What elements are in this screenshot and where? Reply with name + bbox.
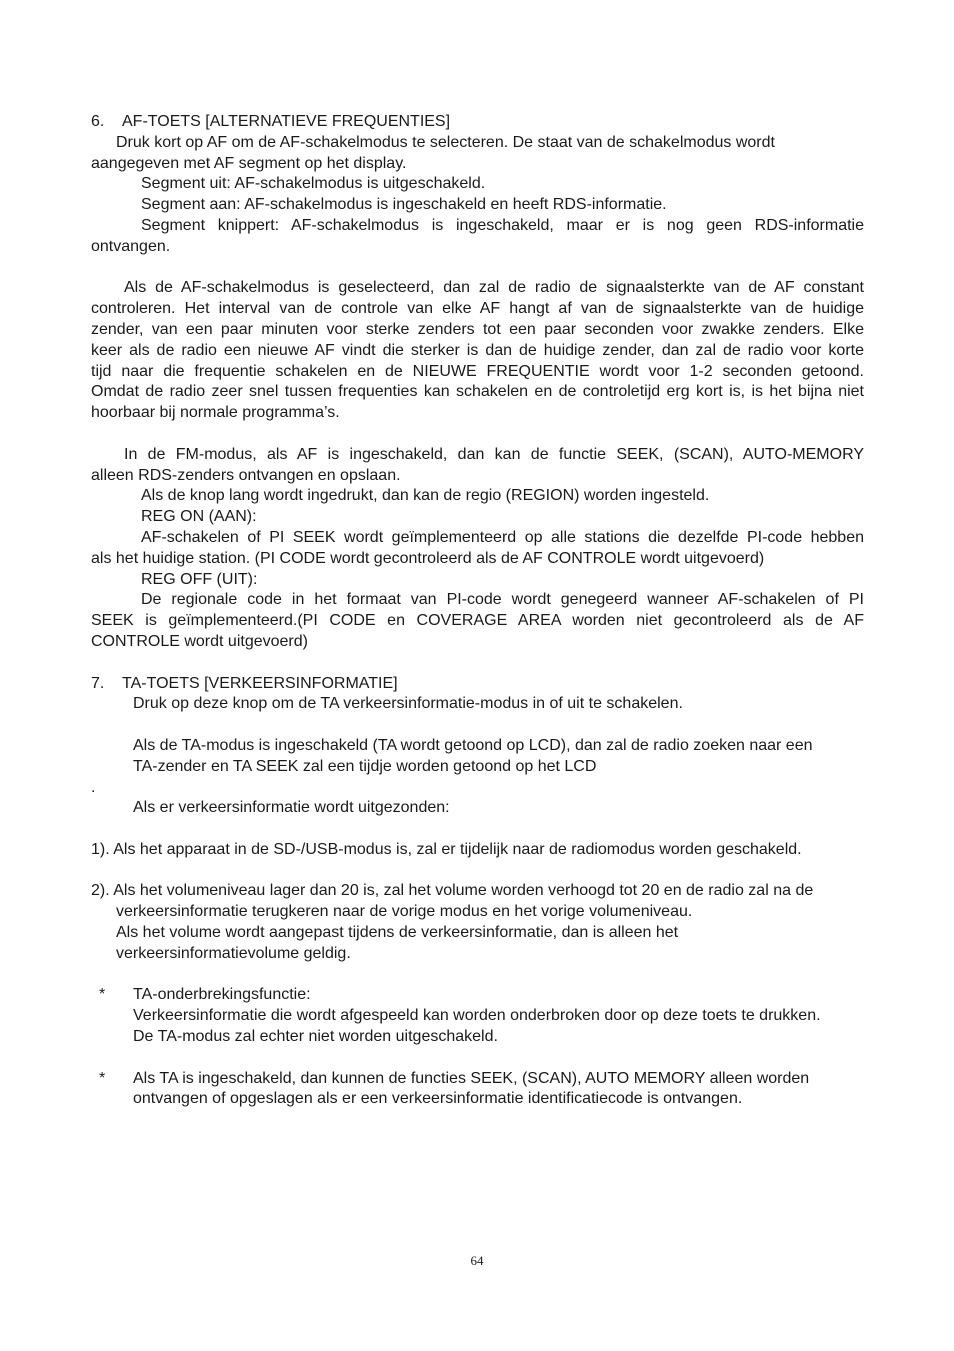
- page-content: [91, 112, 864, 1110]
- spacer: [91, 819, 864, 840]
- section-6-heading: 6. AF-TOETS [ALTERNATIEVE FREQUENTIES]: [91, 113, 451, 130]
- spacer: [91, 965, 864, 986]
- reg-on-label: REG ON (AAN):: [141, 508, 257, 526]
- spacer: [91, 1048, 864, 1069]
- af-paragraph-line: Omdat de radio zeer snel tussen frequenties kan schakelen en de controletijd erg kort is, is het bijna niet: [91, 383, 864, 401]
- region-long-press-text: Als de knop lang wordt ingedrukt, dan kan de regio (REGION) worden ingesteld.: [141, 487, 710, 505]
- bullet-item-1-cont: De TA-modus zal echter niet worden uitgeschakeld.: [133, 1028, 498, 1046]
- bullet-item-2-cont: ontvangen of opgeslagen als er een verkeersinformatie identificatiecode is ontvangen.: [133, 1090, 743, 1108]
- af-paragraph-line: hoorbaar bij normale programma’s.: [91, 404, 340, 422]
- spacer: [91, 861, 864, 882]
- ta-mode-text: Als de TA-modus is ingeschakeld (TA wordt getoond op LCD), dan zal de radio zoeken naar een: [133, 736, 813, 754]
- list-item-2: 2). Als het volumeniveau lager dan 20 is, zal het volume worden verhoogd tot 20 en de radio zal na de: [91, 882, 814, 900]
- section-6-intro-line: Druk kort op AF om de AF-schakelmodus te selecteren. De staat van de schakelmodus wordt: [116, 133, 775, 151]
- section-7-heading: 7. TA-TOETS [VERKEERSINFORMATIE]: [91, 674, 398, 692]
- reg-off-label: REG OFF (UIT):: [141, 570, 258, 588]
- reg-on-text: AF-schakelen of PI SEEK wordt geïmplementeerd op alle stations die dezelfde PI-code hebben: [141, 528, 864, 546]
- spacer: [91, 715, 864, 736]
- reg-on-text: als het huidige station. (PI CODE wordt gecontroleerd als de AF CONTROLE wordt uitgevoerd): [91, 549, 765, 567]
- ta-press-text: Druk op deze knop om de TA verkeersinformatie-modus in of uit te schakelen.: [133, 695, 683, 713]
- af-paragraph-line: controleren. Het interval van de controle van elke AF hangt af van de signaalsterkte van de huidige: [91, 300, 864, 318]
- section-6-intro-line: aangegeven met AF segment op het display.: [91, 154, 407, 172]
- fm-paragraph-line: In de FM-modus, als AF is ingeschakeld, dan kan de functie SEEK, (SCAN), AUTO-MEMORY: [124, 445, 864, 463]
- reg-off-text: De regionale code in het formaat van PI-code wordt genegeerd wanneer AF-schakelen of PI: [141, 591, 864, 609]
- af-paragraph-line: Als de AF-schakelmodus is geselecteerd, dan zal de radio de signaalsterkte van de AF constant: [124, 279, 864, 297]
- bullet-star: *: [99, 986, 106, 1004]
- reg-off-text: CONTROLE wordt uitgevoerd): [91, 632, 308, 650]
- ta-mode-text: TA-zender en TA SEEK zal een tijdje worden getoond op het LCD: [133, 757, 597, 775]
- list-item-2-cont: verkeersinformatievolume geldig.: [116, 944, 351, 962]
- spacer: [91, 258, 864, 279]
- spacer: [91, 424, 864, 445]
- list-item-2-cont: verkeersinformatie terugkeren naar de vorige modus en het vorige volumeniveau.: [116, 903, 693, 921]
- reg-off-text: SEEK is geïmplementeerd.(PI CODE en COVERAGE AREA worden niet gecontroleerd als de AF: [91, 612, 864, 630]
- af-paragraph-line: zender, van een paar minuten voor sterke zenders tot een paar seconden voor zwakke zenders. Elke: [91, 320, 864, 338]
- bullet-star: *: [99, 1069, 106, 1087]
- ta-broadcast-text: Als er verkeersinformatie wordt uitgezonden:: [133, 799, 450, 817]
- bullet-item-1: * TA-onderbrekingsfunctie:: [91, 985, 864, 1006]
- segment-on-text: Segment aan: AF-schakelmodus is ingeschakeld en heeft RDS-informatie.: [141, 196, 667, 214]
- segment-blink-text: ontvangen.: [91, 237, 171, 255]
- bullet-item-2: * Als TA is ingeschakeld, dan kunnen de functies SEEK, (SCAN), AUTO MEMORY alleen worden: [91, 1069, 864, 1090]
- stray-dot: .: [91, 778, 96, 796]
- af-paragraph-line: keer als de radio een nieuwe AF vindt die sterker is dan de huidige zender, dan zal de radio voor korte: [91, 341, 864, 359]
- af-paragraph-line: tijd naar die frequentie schakelen en de NIEUWE FREQUENTIE wordt voor 1-2 seconden getoond.: [91, 362, 864, 380]
- fm-paragraph-line: alleen RDS-zenders ontvangen en opslaan.: [91, 466, 401, 484]
- segment-off-text: Segment uit: AF-schakelmodus is uitgeschakeld.: [141, 175, 486, 193]
- list-item-2-cont: Als het volume wordt aangepast tijdens de verkeersinformatie, dan is alleen het: [116, 924, 679, 942]
- bullet-item-1-cont: Verkeersinformatie die wordt afgespeeld kan worden onderbroken door op deze toets te drukken.: [133, 1007, 821, 1025]
- page-number: 64: [470, 1253, 484, 1268]
- list-item-1: 1). Als het apparaat in de SD-/USB-modus is, zal er tijdelijk naar de radiomodus worden geschakeld.: [91, 840, 802, 858]
- spacer: [91, 653, 864, 674]
- segment-blink-text: Segment knippert: AF-schakelmodus is ingeschakeld, maar er is nog geen RDS-informatie: [141, 216, 864, 234]
